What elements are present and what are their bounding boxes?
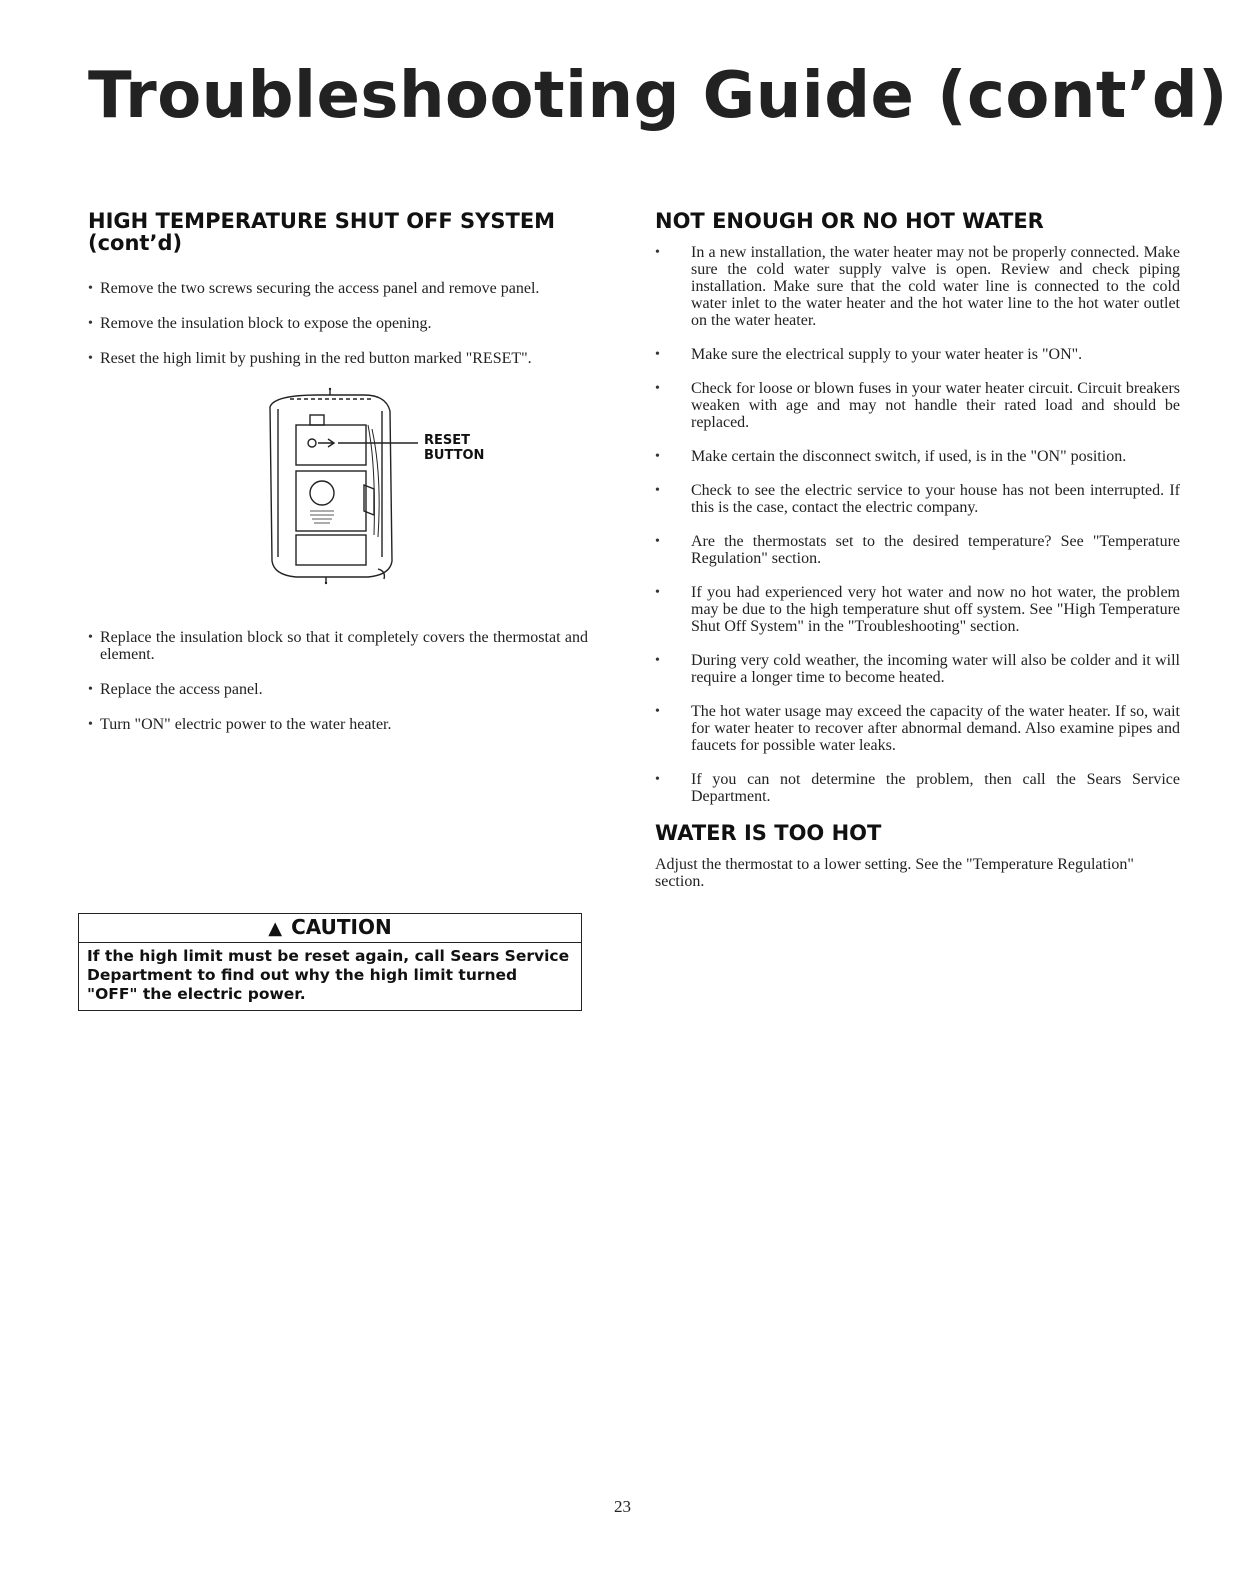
not-enough-list [655, 244, 1180, 805]
list-item: • Check to see the electric service to your house has not been interrupted. If this is the case, contact the electric company. [655, 482, 1180, 516]
reset-button-label: RESET BUTTON [424, 433, 485, 463]
list-item: • Replace the insulation block so that it completely covers the thermostat and element. [88, 629, 588, 663]
right-column [655, 210, 1180, 890]
caution-box [78, 913, 582, 1011]
list-item: • If you can not determine the problem, then call the Sears Service Department. [655, 771, 1180, 805]
list-item: • Reset the high limit by pushing in the red button marked "RESET". [88, 350, 588, 367]
high-temp-steps-before [88, 280, 588, 367]
warning-triangle-icon: ▲ [268, 918, 283, 939]
list-item: • Replace the access panel. [88, 681, 588, 698]
high-temp-steps-after [88, 629, 588, 733]
too-hot-text: Adjust the thermostat to a lower setting. See the "Temperature Regulation" section. [655, 856, 1134, 890]
too-hot-section [655, 822, 1180, 890]
page-number: 23 [614, 1497, 631, 1516]
page-title: Troubleshooting Guide (cont’d) [88, 59, 1228, 133]
list-item: • Are the thermostats set to the desired temperature? See "Temperature Regulation" section. [655, 533, 1180, 567]
list-item: • If you had experienced very hot water and now no hot water, the problem may be due to the high temperature shut off system. See "High Temperature Shut Off System" in the "Troubleshooting" section. [655, 584, 1180, 635]
list-item: • In a new installation, the water heater may not be properly connected. Make sure the cold water supply valve is open. Review and check piping installation. Make sure that the cold water line is connected to the cold water inlet to the water heater and the hot water line to the hot water outlet on the water heater. [655, 244, 1180, 329]
high-temp-heading-main: HIGH TEMPERATURE SHUT OFF SYSTEM [88, 209, 556, 233]
not-enough-heading: NOT ENOUGH OR NO HOT WATER [655, 209, 1044, 233]
caution-text: If the high limit must be reset again, call Sears Service Department to find out why the high limit turned "OFF" the electric power. [87, 947, 570, 1003]
left-column [88, 210, 588, 751]
list-item: • Remove the two screws securing the access panel and remove panel. [88, 280, 588, 297]
list-item: • Turn "ON" electric power to the water heater. [88, 716, 588, 733]
list-item: • Make certain the disconnect switch, if used, is in the "ON" position. [655, 448, 1180, 465]
list-item: • Remove the insulation block to expose the opening. [88, 315, 588, 332]
too-hot-heading: WATER IS TOO HOT [655, 821, 882, 845]
list-item: • Make sure the electrical supply to your water heater is "ON". [655, 346, 1180, 363]
list-item: • Check for loose or blown fuses in your water heater circuit. Circuit breakers weaken with age and may not handle their rated load and should be replaced. [655, 380, 1180, 431]
reset-button-figure [178, 385, 485, 585]
list-item: • The hot water usage may exceed the capacity of the water heater. If so, wait for water heater to recover after abnormal demand. Also examine pipes and faucets for possible water leaks. [655, 703, 1180, 754]
caution-title: CAUTION [291, 915, 392, 939]
high-temp-heading-sub: (cont’d) [88, 231, 183, 255]
caution-header [79, 914, 581, 943]
thermostat-illustration [178, 385, 478, 585]
high-temp-heading [88, 210, 588, 254]
list-item: • During very cold weather, the incoming water will also be colder and it will require a longer time to become heated. [655, 652, 1180, 686]
